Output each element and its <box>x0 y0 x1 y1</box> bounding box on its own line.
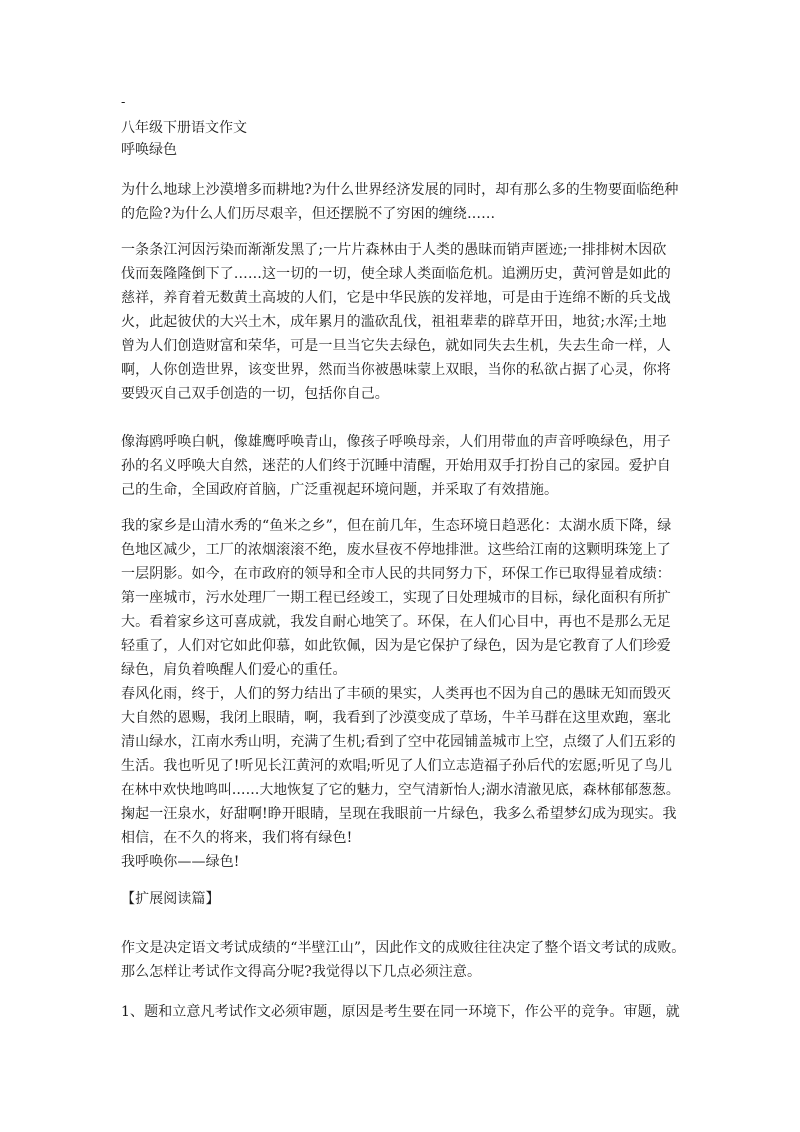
text-line: 为什么地球上沙漠增多而耕地?为什么世界经济发展的同时，却有那么多的生物要面临绝种 <box>121 182 679 198</box>
text-line: 相信，在不久的将来，我们将有绿色! <box>121 830 353 846</box>
header-grade-title: 八年级下册语文作文 <box>121 120 247 136</box>
text-line: 的危险?为什么人们历尽艰辛，但还摆脱不了穷困的缠绕…… <box>121 206 496 222</box>
paragraph-1 <box>121 178 687 226</box>
header-mark: - <box>121 95 126 110</box>
text-line: 轻重了，人们对它如此仰慕，如此钦佩，因为是它保护了绿色，因为是它教育了人们珍爱 <box>121 638 671 654</box>
text-line: 绿色，肩负着唤醒人们爱心的重任。 <box>121 662 347 678</box>
text-line: 作文是决定语文考试成绩的“半壁江山”，因此作文的成败往往决定了整个语文考试的成败。 <box>121 940 686 956</box>
paragraph-2 <box>121 238 687 406</box>
text-line: 大自然的恩赐，我闭上眼睛，啊，我看到了沙漠变成了草场，牛羊马群在这里欢跑，塞北 <box>121 710 671 726</box>
text-line: 第一座城市，污水处理厂一期工程已经竣工，实现了日处理城市的目标，绿化面积有所扩 <box>121 590 671 606</box>
text-line: 啊，人你创造世界，该变世界，然而当你被愚味蒙上双眼，当你的私欲占据了心灵，你将 <box>121 362 671 378</box>
paragraph-5 <box>121 682 687 850</box>
text-line: 火，此起彼伏的大兴土木，成年累月的滥砍乱伐，祖祖辈辈的辟草开田，地贫;水浑;土地 <box>121 314 667 330</box>
extended-reading-heading <box>121 887 687 911</box>
paragraph-4 <box>121 514 687 682</box>
text-line: 一条条江河因污染而渐渐发黑了;一片片森林由于人类的愚昧而销声匿迹;一排排树木因砍 <box>121 242 667 258</box>
text-line: 1、题和立意凡考试作文必须审题，原因是考生要在同一环境下，作公平的竞争。审题，就 <box>121 1004 680 1020</box>
text-line: 孙的名义呼唤大自然，迷茫的人们终于沉睡中清醒，开始用双手打扮自己的家园。爱护自 <box>121 458 671 474</box>
paragraph-8 <box>121 936 687 984</box>
essay-title: 呼唤绿色 <box>121 142 177 158</box>
text-line: 生活。我也听见了!听见长江黄河的欢唱;听见了人们立志造福子孙后代的宏愿;听见了鸟儿 <box>121 758 673 774</box>
text-line: 像海鸥呼唤白帆，像雄鹰呼唤青山，像孩子呼唤母亲，人们用带血的声音呼唤绿色，用子 <box>121 434 671 450</box>
text-line: 我的家乡是山清水秀的“鱼米之乡”，但在前几年，生态环境日趋恶化：太湖水质下降，绿 <box>121 518 672 534</box>
text-line: 慈祥，养育着无数黄土高坡的人们，它是中华民族的发祥地，可是由于连绵不断的兵戈战 <box>121 290 671 306</box>
text-line: 伐而轰隆隆倒下了……这一切的一切，使全球人类面临危机。追溯历史，黄河曾是如此的 <box>121 266 671 282</box>
text-line: 清山绿水，江南水秀山明，充满了生机;看到了空中花园铺盖城市上空，点缀了人们五彩的 <box>121 734 676 750</box>
text-line: 大。看着家乡这可喜成就，我发自耐心地笑了。环保，在人们心目中，再也不是那么无足 <box>121 614 671 630</box>
text-line: 己的生命，全国政府首脑，广泛重视起环境问题，并采取了有效措施。 <box>121 482 559 498</box>
text-line: 那么怎样让考试作文得高分呢?我觉得以下几点必须注意。 <box>121 964 482 980</box>
text-line: 在林中欢快地鸣叫……大地恢复了它的魅力，空气清新怡人;湖水清澈见底，森林郁郁葱葱。 <box>121 782 680 798</box>
text-line: 我呼唤你——绿色! <box>121 854 240 870</box>
text-line: 春风化雨，终于，人们的努力结出了丰硕的果实，人类再也不因为自己的愚昧无知而毁灭 <box>121 686 671 702</box>
text-line: 曾为人们创造财富和荣华，可是一旦当它失去绿色，就如同失去生机，失去生命一样，人 <box>121 338 671 354</box>
text-line: 要毁灭自己双手创造的一切，包括你自己。 <box>121 386 389 402</box>
paragraph-6 <box>121 850 687 874</box>
paragraph-3 <box>121 430 687 502</box>
text-line: 色地区减少，工厂的浓烟滚滚不绝，废水昼夜不停地排泄。这些给江南的这颗明珠笼上了 <box>121 542 671 558</box>
text-line: 一层阴影。如今，在市政府的领导和全市人民的共同努力下，环保工作已取得显着成绩： <box>121 566 671 582</box>
text-line: 掬起一汪泉水，好甜啊!睁开眼睛，呈现在我眼前一片绿色，我多么希望梦幻成为现实。我 <box>121 806 677 822</box>
section-heading: 【扩展阅读篇】 <box>121 891 220 907</box>
paragraph-9 <box>121 1000 687 1024</box>
document-header <box>121 117 687 161</box>
